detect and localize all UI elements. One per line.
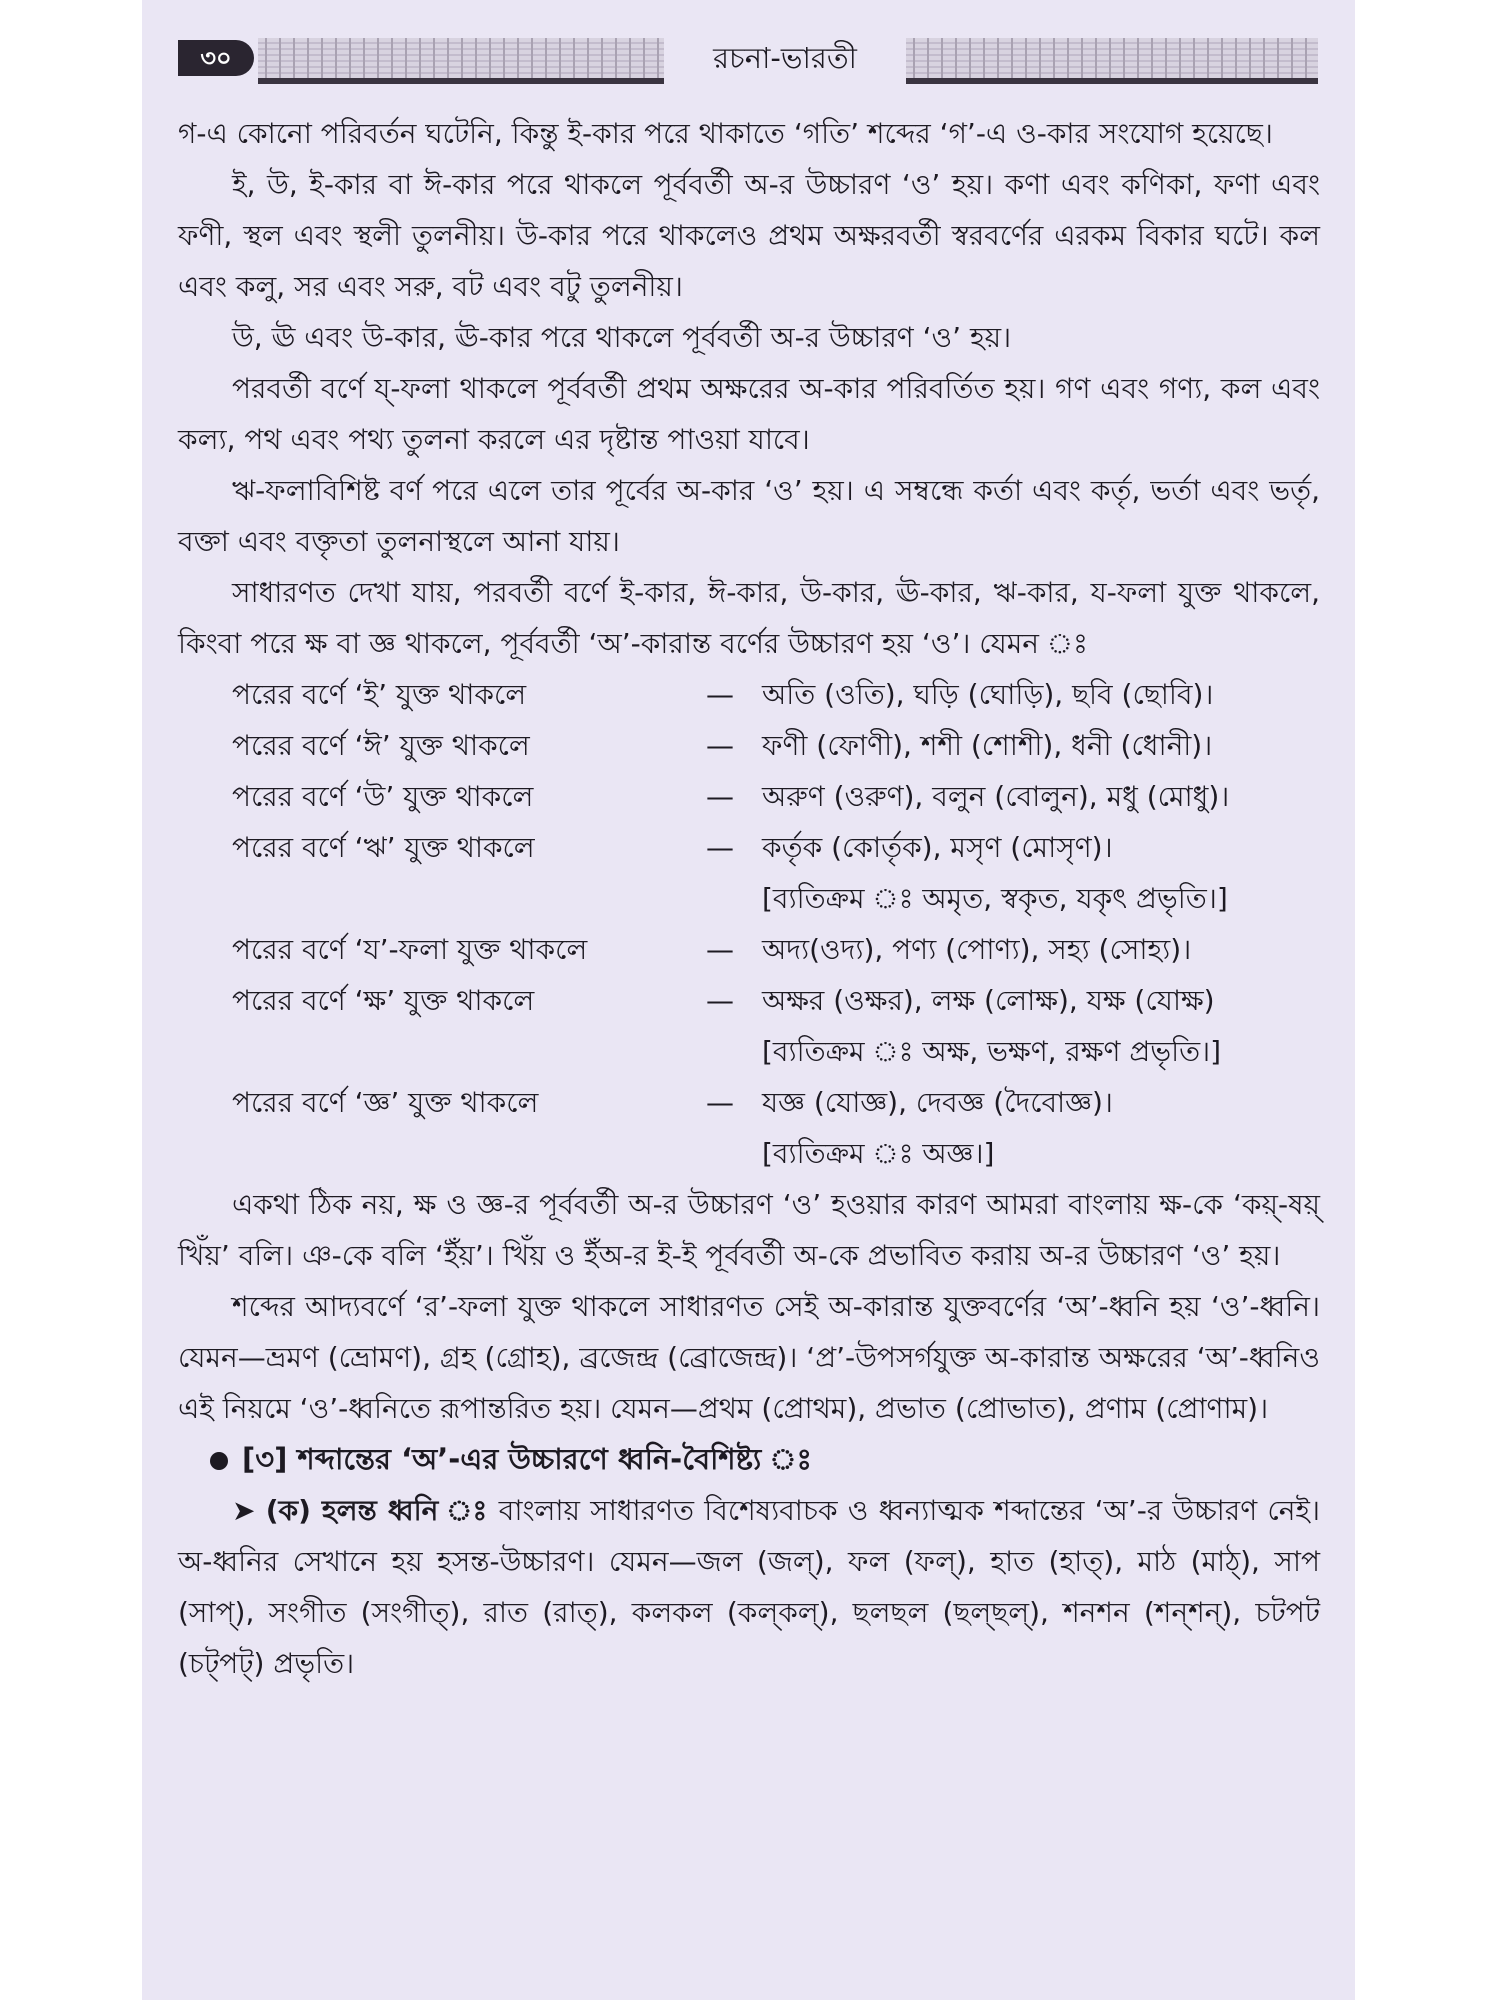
header-ornament-right	[906, 38, 1318, 84]
example-dash: —	[706, 729, 734, 762]
example-result: যজ্ঞ (যোজ্ঞ), দেবজ্ঞ (দৈবোজ্ঞ)।	[762, 1086, 1113, 1119]
example-result: কর্তৃক (কোর্তৃক), মসৃণ (মোসৃণ)।	[762, 831, 1113, 864]
header-ornament-left	[258, 38, 664, 84]
paragraph: ই, উ, ই-কার বা ঈ-কার পরে থাকলে পূর্ববর্তী অ-র উচ্চারণ ‘ও’ হয়। কণা এবং কণিকা, ফণা এবং ফণী, স্থল এবং স্থলী তুলনীয়। উ-কার পরে থাকলেও প্রথম অক্ষরবর্তী স্বরবর্ণের এরকম বিকার ঘটে। কল এবং কলু, সর এবং সরু, বট এবং বটু তুলনীয়।	[178, 168, 1320, 303]
paragraph: শব্দের আদ্যবর্ণে ‘র’-ফলা যুক্ত থাকলে সাধারণত সেই অ-কারান্ত যুক্তবর্ণের ‘অ’-ধ্বনি হয় ‘ও’-ধ্বনি। যেমন—ভ্রমণ (ভ্রোমণ), গ্রহ (গ্রোহ), ব্রজেন্দ্র (ব্রোজেন্দ্র)। ‘প্র’-উপসর্গযুক্ত অ-কারান্ত অক্ষরের ‘অ’-ধ্বনিও এই নিয়মে ‘ও’-ধ্বনিতে রূপান্তরিত হয়। যেমন—প্রথম (প্রোথম), প্রভাত (প্রোভাত), প্রণাম (প্রোণাম)।	[178, 1290, 1320, 1425]
subsection-label: (ক) হলন্ত ধ্বনি ঃ	[265, 1494, 489, 1527]
exception-note: [ব্যতিক্রম ঃ অমৃত, স্বকৃত, যকৃৎ প্রভৃতি।]	[762, 882, 1228, 915]
example-row	[178, 771, 1320, 822]
example-dash: —	[706, 984, 734, 1017]
subsection-paragraph	[178, 1485, 1320, 1689]
example-row	[178, 1077, 1320, 1128]
example-dash: —	[706, 933, 734, 966]
example-dash: —	[706, 1086, 734, 1119]
example-condition: পরের বর্ণে ‘য’-ফলা যুক্ত থাকলে	[232, 933, 588, 966]
example-row	[178, 720, 1320, 771]
example-dash: —	[706, 780, 734, 813]
section-heading	[178, 1434, 1320, 1485]
example-condition: পরের বর্ণে ‘ই’ যুক্ত থাকলে	[232, 678, 527, 711]
example-condition: পরের বর্ণে ‘জ্ঞ’ যুক্ত থাকলে	[232, 1086, 539, 1119]
example-condition: পরের বর্ণে ‘ঋ’ যুক্ত থাকলে	[232, 831, 535, 864]
book-page	[142, 0, 1355, 2000]
bullet-icon	[210, 1452, 228, 1470]
page-body	[178, 108, 1320, 1689]
example-condition: পরের বর্ণে ‘উ’ যুক্ত থাকলে	[232, 780, 534, 813]
paragraph: গ-এ কোনো পরিবর্তন ঘটেনি, কিন্তু ই-কার পরে থাকাতে ‘গতি’ শব্দের ‘গ’-এ ও-কার সংযোগ হয়েছে।	[178, 117, 1273, 150]
example-result: অদ্য(ওদ্য), পণ্য (পোণ্য), সহ্য (সোহ্য)।	[762, 933, 1192, 966]
example-result: অক্ষর (ওক্ষর), লক্ষ (লোক্ষ), যক্ষ (যোক্ষ)	[762, 984, 1215, 1017]
paragraph: উ, ঊ এবং উ-কার, ঊ-কার পরে থাকলে পূর্ববর্তী অ-র উচ্চারণ ‘ও’ হয়।	[232, 321, 1012, 354]
page-number: ৩০	[178, 40, 254, 76]
example-row	[178, 975, 1320, 1026]
book-title: রচনা-ভারতী	[713, 41, 857, 75]
example-dash: —	[706, 678, 734, 711]
paragraph: একথা ঠিক নয়, ক্ষ ও জ্ঞ-র পূর্ববর্তী অ-র উচ্চারণ ‘ও’ হওয়ার কারণ আমরা বাংলায় ক্ষ-কে ‘কয়্-ষয়্ খিঁয়’ বলি। ঞ-কে বলি ‘ইঁয়’। খিঁয় ও ইঁঅ-র ই-ই পূর্ববর্তী অ-কে প্রভাবিত করায় অ-র উচ্চারণ ‘ও’ হয়।	[178, 1188, 1321, 1272]
page-header	[178, 36, 1318, 80]
paragraph: সাধারণত দেখা যায়, পরবর্তী বর্ণে ই-কার, ঈ-কার, উ-কার, ঊ-কার, ঋ-কার, য-ফলা যুক্ত থাকলে, কিংবা পরে ক্ষ বা জ্ঞ থাকলে, পূর্ববর্তী ‘অ’-কারান্ত বর্ণের উচ্চারণ হয় ‘ও’। যেমন ঃ	[178, 576, 1320, 660]
section-heading-text: [৩] শব্দান্তের ‘অ’-এর উচ্চারণে ধ্বনি-বৈশিষ্ট্য ঃ	[242, 1442, 812, 1476]
subsection-text: বাংলায় সাধারণত বিশেষ্যবাচক ও ধ্বন্যাত্মক শব্দান্তের ‘অ’-র উচ্চারণ নেই। অ-ধ্বনির সেখানে হয় হসন্ত-উচ্চারণ। যেমন—জল (জল্), ফল (ফল্), হাত (হাত্), মাঠ (মাঠ্), সাপ (সাপ্), সংগীত (সংগীত্), রাত (রাত্), কলকল (কল্‌কল্), ছলছল (ছল্‌ছল্), শনশন (শন্‌শন্), চটপট (চট্‌পট্) প্রভৃতি।	[178, 1494, 1320, 1680]
example-condition: পরের বর্ণে ‘ঈ’ যুক্ত থাকলে	[232, 729, 530, 762]
paragraph: ঋ-ফলাবিশিষ্ট বর্ণ পরে এলে তার পূর্বের অ-কার ‘ও’ হয়। এ সম্বন্ধে কর্তা এবং কর্তৃ, ভর্তা এবং ভর্তৃ, বক্তা এবং বক্তৃতা তুলনাস্থলে আনা যায়।	[178, 474, 1320, 558]
example-dash: —	[706, 831, 734, 864]
examples-list	[178, 669, 1320, 1179]
paragraph: পরবর্তী বর্ণে য্-ফলা থাকলে পূর্ববর্তী প্রথম অক্ষরের অ-কার পরিবর্তিত হয়। গণ এবং গণ্য, কল এবং কল্য, পথ এবং পথ্য তুলনা করলে এর দৃষ্টান্ত পাওয়া যাবে।	[178, 372, 1320, 456]
example-row	[178, 822, 1320, 873]
exception-note: [ব্যতিক্রম ঃ অক্ষ, ভক্ষণ, রক্ষণ প্রভৃতি।]	[762, 1035, 1222, 1068]
example-row	[178, 669, 1320, 720]
arrow-icon: ➤	[232, 1494, 256, 1527]
example-row	[178, 924, 1320, 975]
exception-note: [ব্যতিক্রম ঃ অজ্ঞ।]	[762, 1137, 995, 1170]
example-condition: পরের বর্ণে ‘ক্ষ’ যুক্ত থাকলে	[232, 984, 535, 1017]
example-result: অতি (ওতি), ঘড়ি (ঘোড়ি), ছবি (ছোবি)।	[762, 678, 1214, 711]
example-result: ফণী (ফোণী), শশী (শোশী), ধনী (ধোনী)।	[762, 729, 1213, 762]
example-result: অরুণ (ওরুণ), বলুন (বোলুন), মধু (মোধু)।	[762, 780, 1230, 813]
